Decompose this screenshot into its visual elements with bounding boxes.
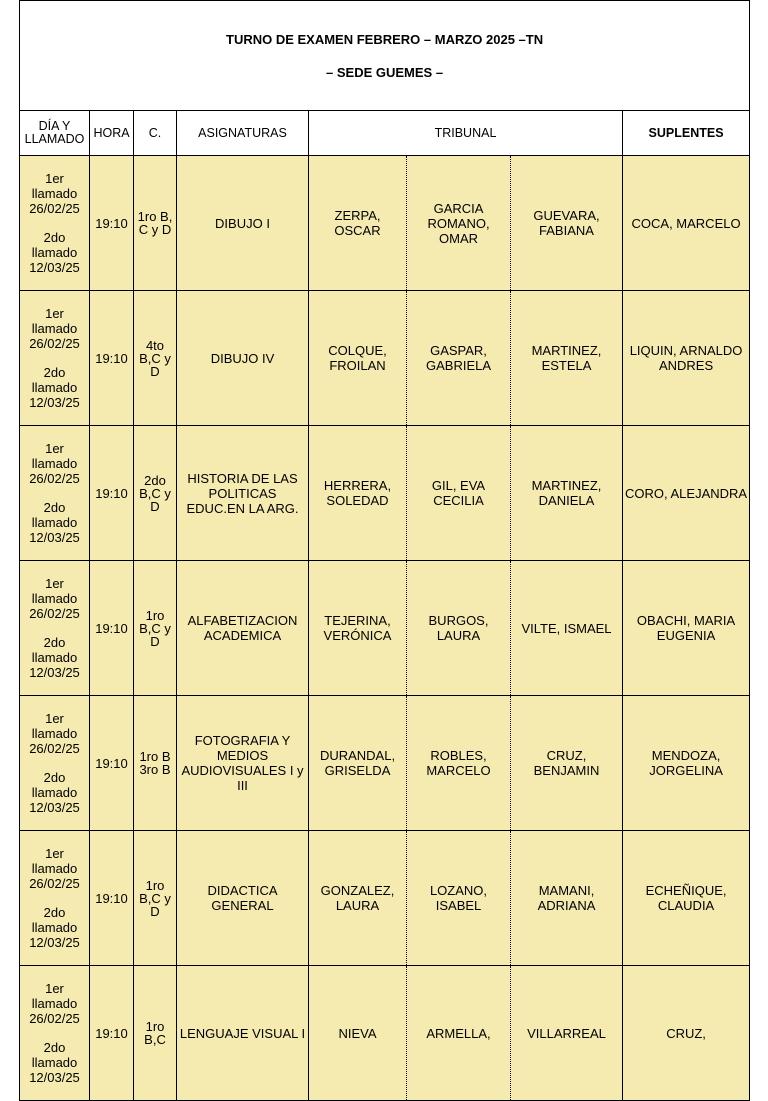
llamado-1-date: 26/02/25: [29, 471, 80, 486]
llamado-2-label: 2do llamado: [31, 1040, 78, 1070]
curso-cell: 1ro B,C: [134, 966, 177, 1101]
asignatura-cell: DIBUJO IV: [177, 291, 309, 426]
tribunal-3-cell: CRUZ, BENJAMIN: [511, 696, 623, 831]
hora-cell: 19:10: [90, 966, 134, 1101]
llamado-1-label: 1er llamado: [31, 981, 78, 1011]
table-row: [20, 426, 750, 561]
tribunal-3-cell: MARTINEZ, DANIELA: [511, 426, 623, 561]
llamado-1-label: 1er llamado: [31, 576, 78, 606]
llamado-2-date: 12/03/25: [29, 395, 80, 410]
asignatura-cell: FOTOGRAFIA Y MEDIOS AUDIOVISUALES I y III: [177, 696, 309, 831]
asignatura-cell: HISTORIA DE LAS POLITICAS EDUC.EN LA ARG.: [177, 426, 309, 561]
tribunal-1-cell: GONZALEZ, LAURA: [309, 831, 407, 966]
dia-llamado-cell: [20, 291, 90, 426]
llamado-2-label: 2do llamado: [31, 365, 78, 395]
tribunal-2-cell: ARMELLA,: [407, 966, 511, 1101]
llamado-2-label: 2do llamado: [31, 635, 78, 665]
table-row: [20, 966, 750, 1101]
llamado-1-label: 1er llamado: [31, 171, 78, 201]
tribunal-3-cell: GUEVARA, FABIANA: [511, 156, 623, 291]
llamado-1-label: 1er llamado: [31, 711, 78, 741]
hora-cell: 19:10: [90, 426, 134, 561]
curso-cell: 1ro B, C y D: [134, 156, 177, 291]
tribunal-3-cell: MARTINEZ, ESTELA: [511, 291, 623, 426]
curso-cell: 1ro B,C y D: [134, 831, 177, 966]
title-row: [20, 1, 750, 111]
suplente-cell: CORO, ALEJANDRA: [623, 426, 750, 561]
llamado-1-label: 1er llamado: [31, 846, 78, 876]
header-tribunal: TRIBUNAL: [309, 111, 623, 156]
header-dia: DÍA Y LLAMADO: [20, 111, 90, 156]
tribunal-1-cell: NIEVA: [309, 966, 407, 1101]
suplente-cell: COCA, MARCELO: [623, 156, 750, 291]
llamado-2-label: 2do llamado: [31, 500, 78, 530]
table-row: [20, 561, 750, 696]
tribunal-2-cell: ROBLES, MARCELO: [407, 696, 511, 831]
asignatura-cell: DIDACTICA GENERAL: [177, 831, 309, 966]
curso-cell: 1ro B 3ro B: [134, 696, 177, 831]
tribunal-1-cell: TEJERINA, VERÓNICA: [309, 561, 407, 696]
llamado-2-label: 2do llamado: [31, 905, 78, 935]
tribunal-1-cell: COLQUE, FROILAN: [309, 291, 407, 426]
dia-llamado-cell: [20, 696, 90, 831]
column-header-row: [20, 111, 750, 156]
llamado-1-date: 26/02/25: [29, 201, 80, 216]
curso-cell: 1ro B,C y D: [134, 561, 177, 696]
llamado-2-date: 12/03/25: [29, 800, 80, 815]
llamado-2-date: 12/03/25: [29, 665, 80, 680]
hora-cell: 19:10: [90, 156, 134, 291]
llamado-2-date: 12/03/25: [29, 260, 80, 275]
hora-cell: 19:10: [90, 831, 134, 966]
page-subtitle: – SEDE GUEMES –: [326, 64, 444, 80]
tribunal-3-cell: VILTE, ISMAEL: [511, 561, 623, 696]
page-title: TURNO DE EXAMEN FEBRERO – MARZO 2025 –TN: [226, 31, 544, 47]
exam-schedule-table: [19, 0, 750, 1101]
table-row: [20, 696, 750, 831]
llamado-2-date: 12/03/25: [29, 530, 80, 545]
llamado-1-date: 26/02/25: [29, 606, 80, 621]
tribunal-2-cell: GIL, EVA CECILIA: [407, 426, 511, 561]
tribunal-1-cell: ZERPA, OSCAR: [309, 156, 407, 291]
tribunal-2-cell: GASPAR, GABRIELA: [407, 291, 511, 426]
suplente-cell: CRUZ,: [623, 966, 750, 1101]
tribunal-3-cell: VILLARREAL: [511, 966, 623, 1101]
llamado-2-label: 2do llamado: [31, 230, 78, 260]
llamado-1-date: 26/02/25: [29, 741, 80, 756]
title-cell: [20, 1, 750, 111]
tribunal-1-cell: DURANDAL, GRISELDA: [309, 696, 407, 831]
tribunal-2-cell: GARCIA ROMANO, OMAR: [407, 156, 511, 291]
tribunal-2-cell: BURGOS, LAURA: [407, 561, 511, 696]
suplente-cell: OBACHI, MARIA EUGENIA: [623, 561, 750, 696]
hora-cell: 19:10: [90, 696, 134, 831]
hora-cell: 19:10: [90, 291, 134, 426]
tribunal-2-cell: LOZANO, ISABEL: [407, 831, 511, 966]
suplente-cell: MENDOZA, JORGELINA: [623, 696, 750, 831]
curso-cell: 2do B,C y D: [134, 426, 177, 561]
exam-schedule-sheet: [19, 0, 749, 1101]
asignatura-cell: LENGUAJE VISUAL I: [177, 966, 309, 1101]
dia-llamado-cell: [20, 156, 90, 291]
suplente-cell: LIQUIN, ARNALDO ANDRES: [623, 291, 750, 426]
llamado-2-date: 12/03/25: [29, 1070, 80, 1085]
llamado-1-date: 26/02/25: [29, 1011, 80, 1026]
llamado-2-label: 2do llamado: [31, 770, 78, 800]
table-row: [20, 831, 750, 966]
llamado-1-date: 26/02/25: [29, 336, 80, 351]
dia-llamado-cell: [20, 561, 90, 696]
llamado-1-label: 1er llamado: [31, 441, 78, 471]
suplente-cell: ECHEÑIQUE, CLAUDIA: [623, 831, 750, 966]
header-curso: C.: [134, 111, 177, 156]
asignatura-cell: ALFABETIZACION ACADEMICA: [177, 561, 309, 696]
dia-llamado-cell: [20, 831, 90, 966]
table-row: [20, 156, 750, 291]
header-hora: HORA: [90, 111, 134, 156]
tribunal-3-cell: MAMANI, ADRIANA: [511, 831, 623, 966]
header-asignaturas: ASIGNATURAS: [177, 111, 309, 156]
dia-llamado-cell: [20, 426, 90, 561]
asignatura-cell: DIBUJO I: [177, 156, 309, 291]
header-suplentes: SUPLENTES: [623, 111, 750, 156]
llamado-2-date: 12/03/25: [29, 935, 80, 950]
curso-cell: 4to B,C y D: [134, 291, 177, 426]
table-row: [20, 291, 750, 426]
tribunal-1-cell: HERRERA, SOLEDAD: [309, 426, 407, 561]
dia-llamado-cell: [20, 966, 90, 1101]
hora-cell: 19:10: [90, 561, 134, 696]
llamado-1-label: 1er llamado: [31, 306, 78, 336]
llamado-1-date: 26/02/25: [29, 876, 80, 891]
